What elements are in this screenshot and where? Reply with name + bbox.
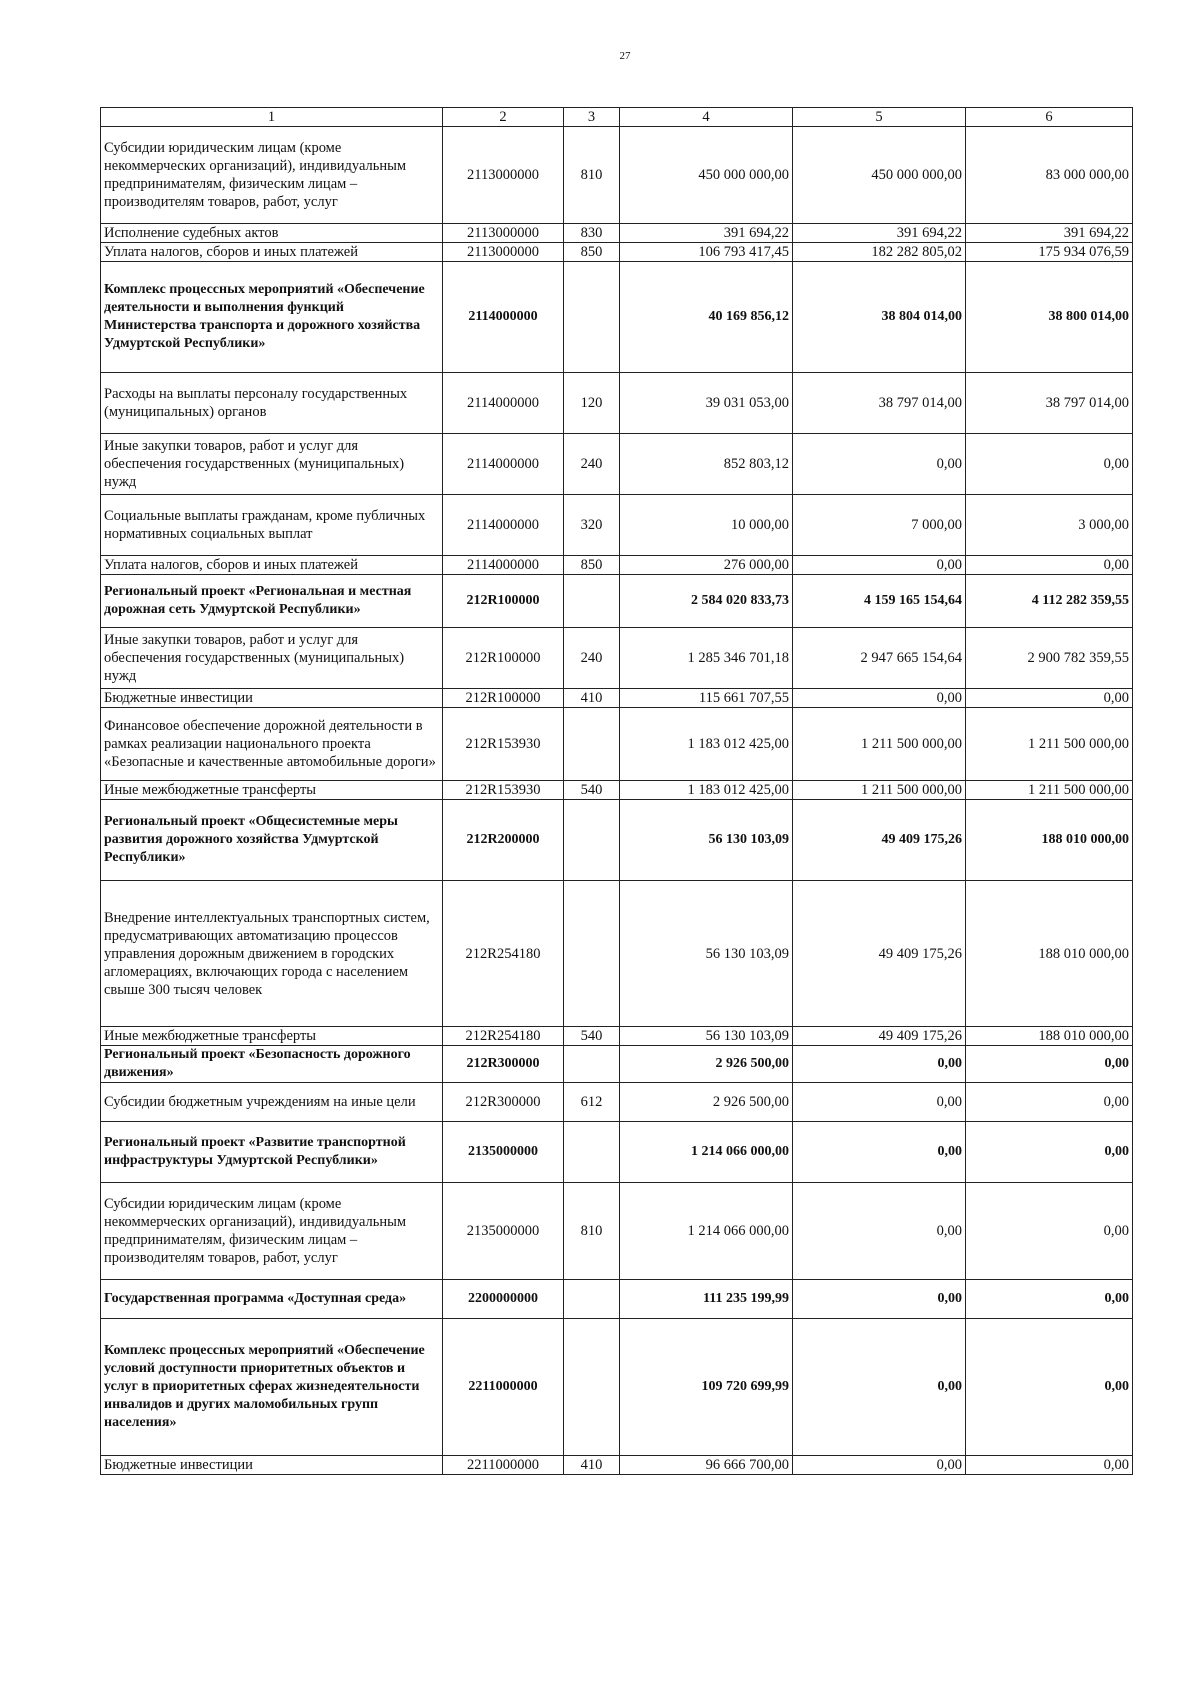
row-value-col5: 4 159 165 154,64 [793,575,966,628]
row-name: Иные закупки товаров, работ и услуг для обеспечения государственных (муниципальных) нужд [101,628,443,689]
row-code: 212R153930 [443,708,564,781]
row-code: 2135000000 [443,1183,564,1280]
row-code: 2135000000 [443,1122,564,1183]
row-value-col4: 109 720 699,99 [620,1319,793,1456]
column-number-row [101,108,1133,127]
row-name: Иные межбюджетные трансферты [101,781,443,800]
row-value-col6: 0,00 [966,434,1133,495]
row-value-col4: 56 130 103,09 [620,800,793,881]
table-row [101,556,1133,575]
row-expense-type: 540 [564,781,620,800]
row-value-col5: 49 409 175,26 [793,1027,966,1046]
row-name: Иные закупки товаров, работ и услуг для обеспечения государственных (муниципальных) нужд [101,434,443,495]
table-row [101,262,1133,373]
row-value-col5: 49 409 175,26 [793,800,966,881]
row-value-col5: 0,00 [793,1046,966,1083]
row-code: 212R153930 [443,781,564,800]
row-value-col5: 0,00 [793,556,966,575]
row-value-col6: 0,00 [966,1280,1133,1319]
column-header: 3 [564,108,620,127]
column-header: 2 [443,108,564,127]
row-value-col4: 1 183 012 425,00 [620,781,793,800]
row-code: 212R254180 [443,1027,564,1046]
budget-table [100,107,1133,1475]
row-name: Бюджетные инвестиции [101,1456,443,1475]
row-value-col5: 0,00 [793,1083,966,1122]
row-value-col4: 450 000 000,00 [620,127,793,224]
row-value-col4: 852 803,12 [620,434,793,495]
row-code: 212R300000 [443,1083,564,1122]
row-name: Социальные выплаты гражданам, кроме публичных нормативных социальных выплат [101,495,443,556]
table-row [101,628,1133,689]
row-code: 2113000000 [443,224,564,243]
row-value-col4: 2 926 500,00 [620,1083,793,1122]
row-value-col4: 111 235 199,99 [620,1280,793,1319]
row-code: 2113000000 [443,127,564,224]
table-row [101,689,1133,708]
table-row [101,881,1133,1027]
table-row [101,800,1133,881]
row-code: 2114000000 [443,495,564,556]
row-name: Государственная программа «Доступная среда» [101,1280,443,1319]
row-value-col5: 391 694,22 [793,224,966,243]
row-value-col5: 1 211 500 000,00 [793,708,966,781]
row-name: Региональный проект «Развитие транспортной инфраструктуры Удмуртской Республики» [101,1122,443,1183]
row-expense-type: 540 [564,1027,620,1046]
row-name: Внедрение интеллектуальных транспортных систем, предусматривающих автоматизацию процессов управления дорожным движением в городских агломерациях, включающих города с населением свыше 300 тысяч человек [101,881,443,1027]
table-row [101,1027,1133,1046]
row-value-col4: 106 793 417,45 [620,243,793,262]
row-value-col5: 2 947 665 154,64 [793,628,966,689]
row-value-col6: 4 112 282 359,55 [966,575,1133,628]
row-name: Субсидии бюджетным учреждениям на иные цели [101,1083,443,1122]
row-expense-type: 120 [564,373,620,434]
table-row [101,1046,1133,1083]
table-row [101,127,1133,224]
row-code: 2211000000 [443,1456,564,1475]
row-value-col6: 0,00 [966,1083,1133,1122]
row-expense-type: 810 [564,127,620,224]
row-value-col4: 96 666 700,00 [620,1456,793,1475]
row-value-col4: 56 130 103,09 [620,1027,793,1046]
row-value-col6: 188 010 000,00 [966,1027,1133,1046]
page-number: 27 [619,50,631,62]
column-header: 6 [966,108,1133,127]
row-name: Бюджетные инвестиции [101,689,443,708]
row-value-col4: 391 694,22 [620,224,793,243]
column-header: 4 [620,108,793,127]
row-value-col4: 1 183 012 425,00 [620,708,793,781]
row-value-col4: 1 214 066 000,00 [620,1122,793,1183]
table-row [101,575,1133,628]
row-value-col5: 49 409 175,26 [793,881,966,1027]
row-expense-type: 240 [564,434,620,495]
row-code: 2113000000 [443,243,564,262]
table-row [101,1456,1133,1475]
table-row [101,1122,1133,1183]
table-row [101,1083,1133,1122]
row-value-col5: 450 000 000,00 [793,127,966,224]
row-name: Комплекс процессных мероприятий «Обеспечение деятельности и выполнения функций Министерства транспорта и дорожного хозяйства Удмуртской Республики» [101,262,443,373]
table-row [101,1280,1133,1319]
row-value-col6: 1 211 500 000,00 [966,708,1133,781]
row-value-col4: 276 000,00 [620,556,793,575]
row-expense-type: 850 [564,243,620,262]
column-header: 5 [793,108,966,127]
row-value-col4: 1 285 346 701,18 [620,628,793,689]
row-name: Уплата налогов, сборов и иных платежей [101,556,443,575]
row-value-col6: 0,00 [966,1319,1133,1456]
row-code: 212R254180 [443,881,564,1027]
row-expense-type [564,881,620,1027]
row-value-col6: 0,00 [966,1046,1133,1083]
row-name: Региональный проект «Региональная и местная дорожная сеть Удмуртской Республики» [101,575,443,628]
table-row [101,373,1133,434]
row-value-col4: 115 661 707,55 [620,689,793,708]
row-value-col5: 0,00 [793,1183,966,1280]
column-header: 1 [101,108,443,127]
row-expense-type [564,800,620,881]
row-value-col5: 0,00 [793,1319,966,1456]
row-value-col5: 182 282 805,02 [793,243,966,262]
row-value-col5: 0,00 [793,1280,966,1319]
row-code: 212R200000 [443,800,564,881]
table-row [101,495,1133,556]
row-value-col6: 1 211 500 000,00 [966,781,1133,800]
row-name: Исполнение судебных актов [101,224,443,243]
row-code: 2114000000 [443,262,564,373]
row-expense-type [564,1122,620,1183]
row-code: 2200000000 [443,1280,564,1319]
row-code: 212R100000 [443,689,564,708]
row-value-col5: 0,00 [793,689,966,708]
row-name: Субсидии юридическим лицам (кроме некоммерческих организаций), индивидуальным предпринимателям, физическим лицам – производителям товаров, работ, услуг [101,127,443,224]
row-expense-type: 320 [564,495,620,556]
table-row [101,708,1133,781]
row-expense-type [564,1046,620,1083]
row-value-col5: 38 804 014,00 [793,262,966,373]
row-expense-type: 410 [564,1456,620,1475]
row-name: Уплата налогов, сборов и иных платежей [101,243,443,262]
row-value-col5: 38 797 014,00 [793,373,966,434]
row-value-col6: 188 010 000,00 [966,881,1133,1027]
row-value-col4: 56 130 103,09 [620,881,793,1027]
table-row [101,1183,1133,1280]
row-value-col5: 0,00 [793,434,966,495]
row-expense-type: 410 [564,689,620,708]
row-expense-type [564,708,620,781]
row-code: 212R300000 [443,1046,564,1083]
table-row [101,781,1133,800]
row-value-col6: 0,00 [966,1456,1133,1475]
row-code: 212R100000 [443,628,564,689]
row-expense-type: 240 [564,628,620,689]
row-code: 2211000000 [443,1319,564,1456]
row-value-col6: 3 000,00 [966,495,1133,556]
row-value-col4: 40 169 856,12 [620,262,793,373]
row-value-col6: 391 694,22 [966,224,1133,243]
row-code: 2114000000 [443,556,564,575]
row-expense-type: 850 [564,556,620,575]
row-code: 2114000000 [443,373,564,434]
row-value-col4: 10 000,00 [620,495,793,556]
row-name: Финансовое обеспечение дорожной деятельности в рамках реализации национального проекта «Безопасные и качественные автомобильные дороги» [101,708,443,781]
row-expense-type [564,1319,620,1456]
table-row [101,224,1133,243]
row-value-col6: 83 000 000,00 [966,127,1133,224]
row-name: Региональный проект «Безопасность дорожного движения» [101,1046,443,1083]
row-value-col6: 0,00 [966,689,1133,708]
row-name: Иные межбюджетные трансферты [101,1027,443,1046]
row-expense-type: 612 [564,1083,620,1122]
row-code: 212R100000 [443,575,564,628]
row-expense-type [564,1280,620,1319]
row-value-col5: 7 000,00 [793,495,966,556]
row-value-col5: 0,00 [793,1122,966,1183]
table-row [101,434,1133,495]
row-expense-type [564,575,620,628]
row-value-col6: 188 010 000,00 [966,800,1133,881]
row-code: 2114000000 [443,434,564,495]
row-value-col6: 0,00 [966,556,1133,575]
table-row [101,1319,1133,1456]
row-expense-type: 830 [564,224,620,243]
row-value-col4: 2 926 500,00 [620,1046,793,1083]
row-name: Региональный проект «Общесистемные меры развития дорожного хозяйства Удмуртской Республики» [101,800,443,881]
row-value-col6: 175 934 076,59 [966,243,1133,262]
row-expense-type [564,262,620,373]
row-name: Расходы на выплаты персоналу государственных (муниципальных) органов [101,373,443,434]
row-value-col6: 0,00 [966,1122,1133,1183]
row-value-col4: 39 031 053,00 [620,373,793,434]
row-expense-type: 810 [564,1183,620,1280]
row-value-col5: 0,00 [793,1456,966,1475]
row-value-col4: 1 214 066 000,00 [620,1183,793,1280]
row-value-col5: 1 211 500 000,00 [793,781,966,800]
row-value-col6: 2 900 782 359,55 [966,628,1133,689]
row-value-col6: 38 797 014,00 [966,373,1133,434]
row-name: Комплекс процессных мероприятий «Обеспечение условий доступности приоритетных объектов и услуг в приоритетных сферах жизнедеятельности инвалидов и других маломобильных групп населения» [101,1319,443,1456]
row-name: Субсидии юридическим лицам (кроме некоммерческих организаций), индивидуальным предпринимателям, физическим лицам – производителям товаров, работ, услуг [101,1183,443,1280]
row-value-col4: 2 584 020 833,73 [620,575,793,628]
table-row [101,243,1133,262]
row-value-col6: 0,00 [966,1183,1133,1280]
row-value-col6: 38 800 014,00 [966,262,1133,373]
